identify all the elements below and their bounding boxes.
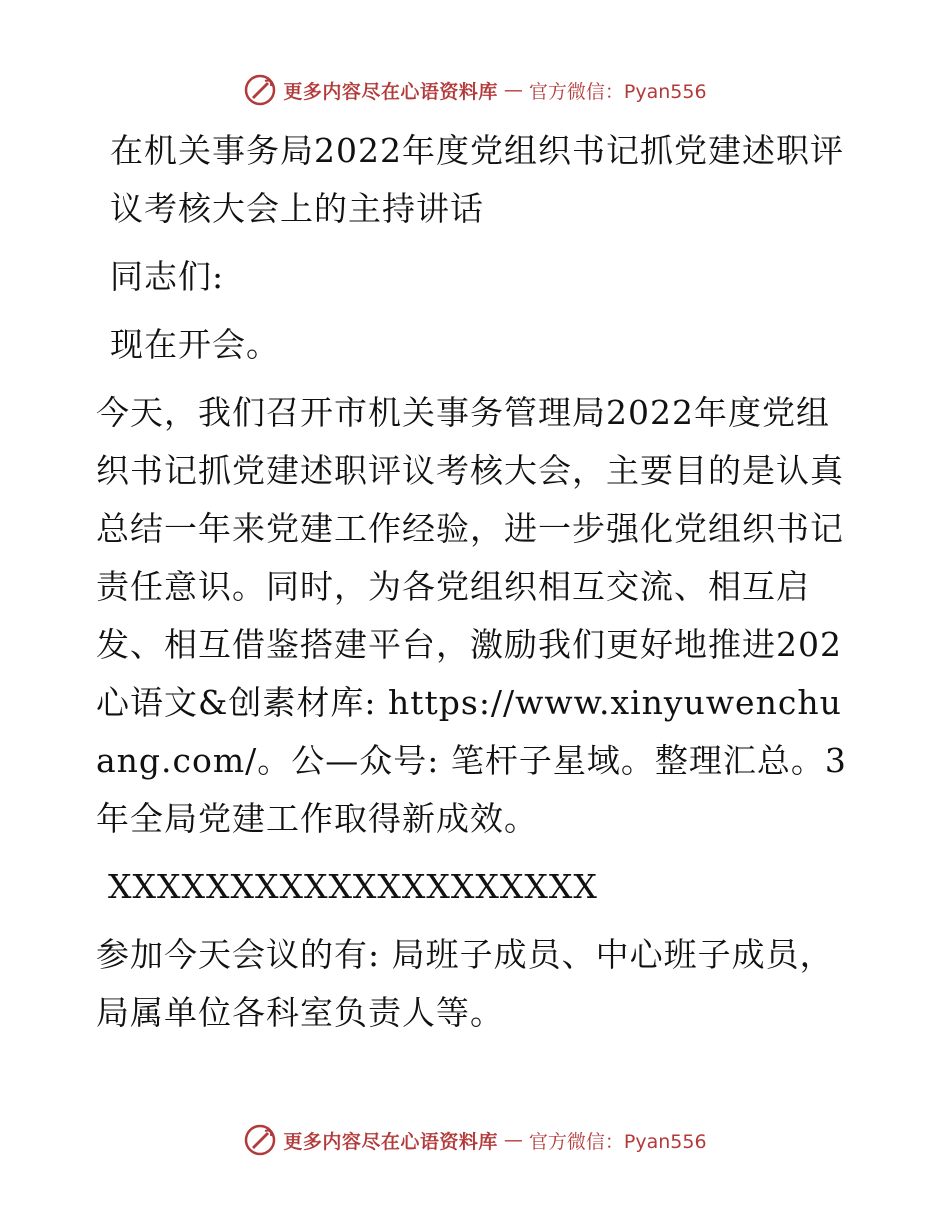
quill-seal-icon [243, 1123, 277, 1157]
footer-banner-text: 更多内容尽在心语资料库 [283, 1130, 498, 1153]
footer-banner-wechat: 官方微信：Pyan556 [528, 1130, 707, 1153]
header-banner-inner [243, 73, 706, 107]
header-watermark-banner [0, 70, 950, 110]
header-banner-text: 更多内容尽在心语资料库 [283, 80, 498, 103]
document-body [96, 122, 856, 1042]
header-banner-dash: — [503, 79, 523, 101]
footer-banner-inner [243, 1123, 706, 1157]
body-paragraph-1: 今天，我们召开市机关事务管理局2022年度党组织书记抓党建述职评议考核大会，主要目的是认真总结一年来党建工作经验，进一步强化党组织书记责任意识。同时，为各党组织相互交流、相互启发、相互借鉴搭建平台，激励我们更好地推进202心语文&创素材库: https://www.xinyuwenchuang.com/。公—众号: 笔杆子星域。整理汇总。3年全局党建工作取得新成效。 [96, 393, 847, 838]
document-title: 在机关事务局2022年度党组织书记抓党建述职评议考核大会上的主持讲话 [110, 131, 844, 228]
header-banner-wechat: 官方微信：Pyan556 [528, 80, 707, 103]
quill-seal-icon [243, 73, 277, 107]
placeholder-line: XXXXXXXXXXXXXXXXXXXX [108, 867, 598, 906]
body-paragraph-2: 参加今天会议的有: 局班子成员、中心班子成员，局属单位各科室负责人等。 [96, 935, 834, 1032]
opening-line: 现在开会。 [110, 325, 280, 364]
salutation: 同志们: [110, 257, 225, 296]
footer-watermark-banner [0, 1120, 950, 1160]
footer-banner-dash: — [503, 1129, 523, 1151]
